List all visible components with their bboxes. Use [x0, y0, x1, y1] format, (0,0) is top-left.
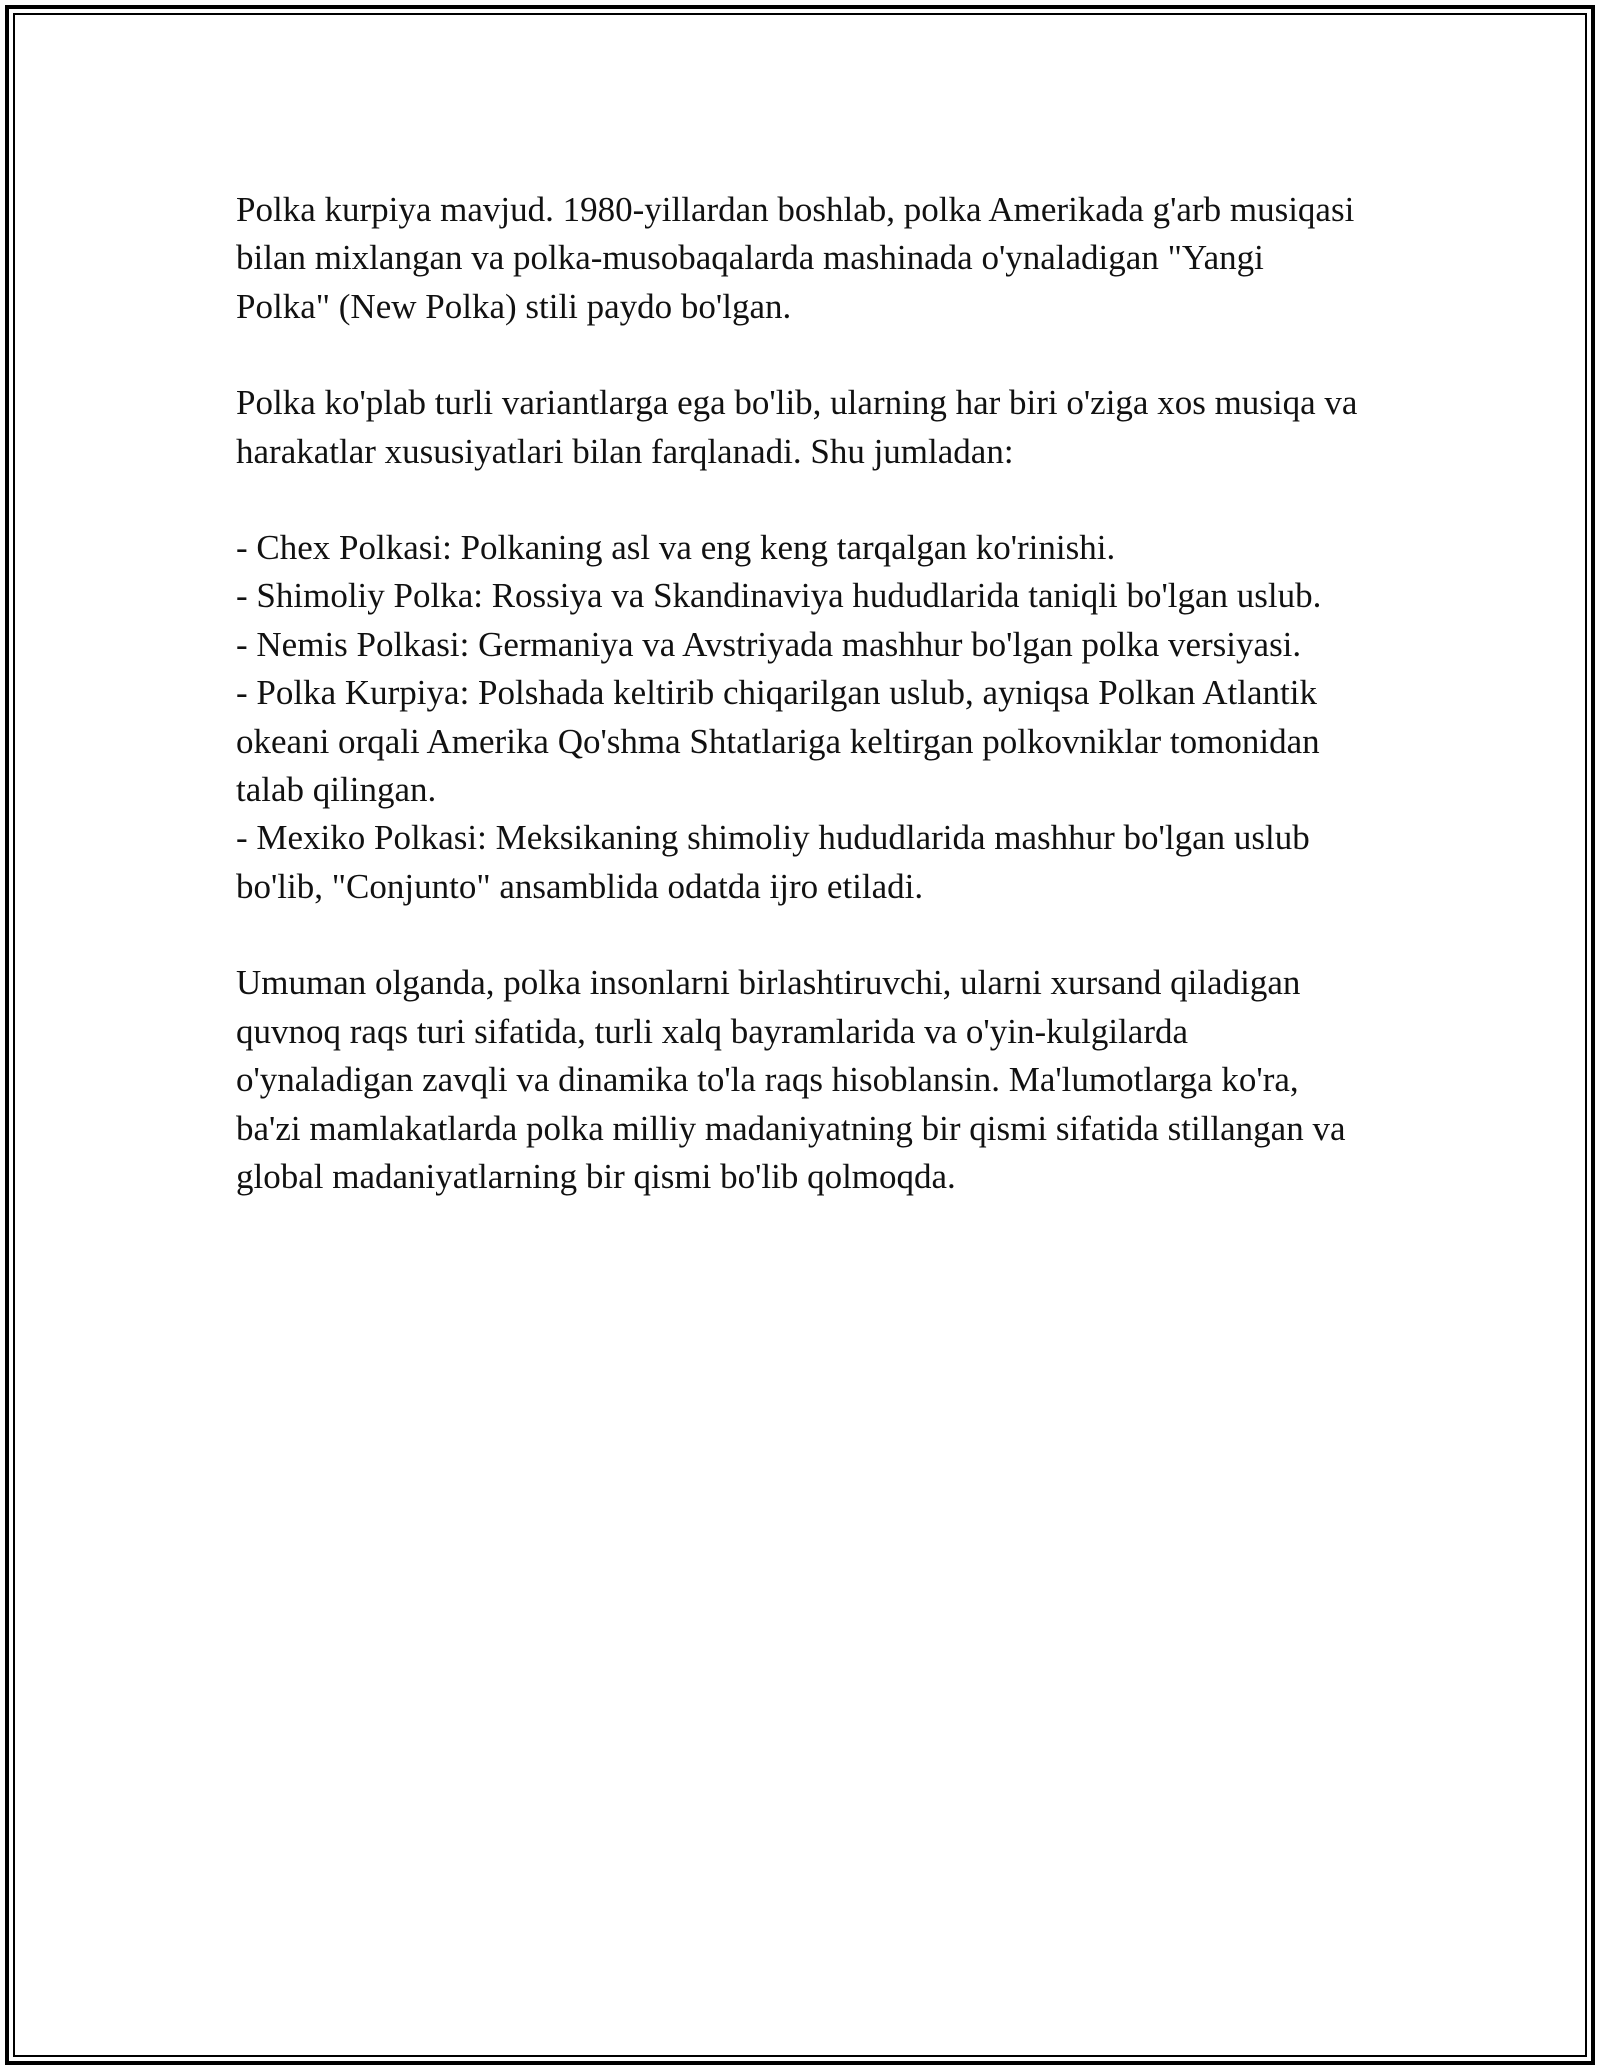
paragraph-variants: Polka ko'plab turli variantlarga ega bo'lib, ularning har biri o'ziga xos musiqa va harakatlar xususiyatlari bilan farqlanadi. Shu jumladan:: [236, 383, 1358, 471]
list-item: - Polka Kurpiya: Polshada keltirib chiqarilgan uslub, ayniqsa Polkan Atlantik okeani orqali Amerika Qo'shma Shtatlariga keltirgan polkovniklar tomonidan talab qilingan.: [236, 673, 1320, 810]
paragraph-intro: Polka kurpiya mavjud. 1980-yillardan boshlab, polka Amerikada g'arb musiqasi bilan mixlangan va polka-musobaqalarda mashinada o'ynaladigan "Yangi Polka" (New Polka) stili paydo bo'lgan.: [236, 190, 1355, 326]
list-item: - Mexiko Polkasi: Meksikaning shimoliy hududlarida mashhur bo'lgan uslub bo'lib, "Conjunto" ansamblida odatda ijro etiladi.: [236, 818, 1310, 906]
paragraph-conclusion: Umuman olganda, polka insonlarni birlashtiruvchi, ularni xursand qiladigan quvnoq raqs turi sifatida, turli xalq bayramlarida va o'yin-kulgilarda o'ynaladigan zavqli va dinamika to'la raqs hisoblansin. Ma'lumotlarga ko'ra, ba'zi mamlakatlarda polka milliy madaniyatning bir qismi sifatida stillangan va global madaniyatlarning bir qismi bo'lib qolmoqda.: [236, 963, 1346, 1196]
document-body: [236, 186, 1366, 1249]
polka-variants-list: [236, 524, 1366, 911]
list-item: - Shimoliy Polka: Rossiya va Skandinaviya hududlarida taniqli bo'lgan uslub.: [236, 576, 1322, 616]
list-item: - Chex Polkasi: Polkaning asl va eng keng tarqalgan ko'rinishi.: [236, 528, 1116, 568]
list-item: - Nemis Polkasi: Germaniya va Avstriyada mashhur bo'lgan polka versiyasi.: [236, 624, 1302, 664]
